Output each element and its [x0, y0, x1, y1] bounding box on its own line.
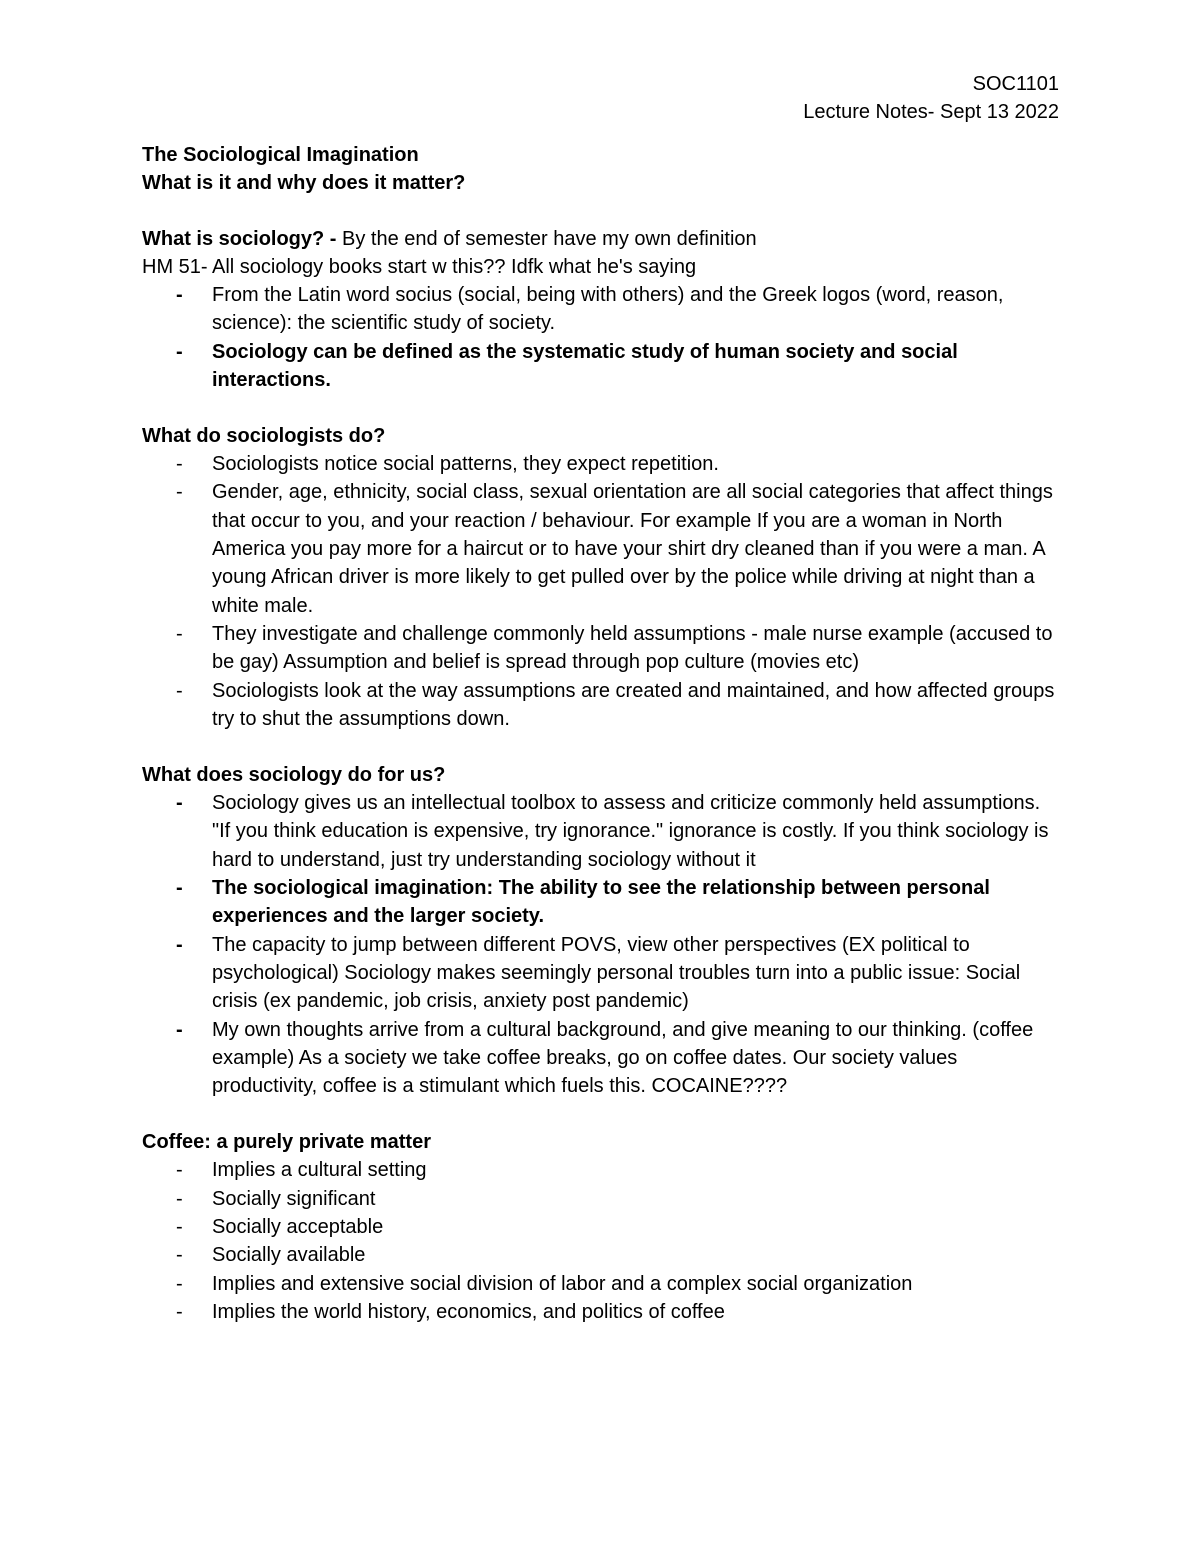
list-item-text: Sociology gives us an intellectual toolbox to assess and criticize commonly held assumptions. "If you think education is expensive, try ignorance." ignorance is costly. If you think sociology is hard to understand, just try understanding sociology without it: [212, 792, 1049, 871]
list-item-text: Gender, age, ethnicity, social class, sexual orientation are all social categories that affect things that occur to you, and your reaction / behaviour. For example If you are a woman in North America you pay more for a haircut or to have your shirt dry cleaned than if you were a man. A young African driver is more likely to get pulled over by the police while driving at night than a white male.: [212, 481, 1053, 617]
list-item-text: The capacity to jump between different POVS, view other perspectives (EX political to psychological) Sociology makes seemingly personal troubles turn into a public issue: Social crisis (ex pandemic, job crisis, anxiety post pandemic): [212, 933, 1021, 1013]
section-heading: What do sociologists do?: [142, 425, 386, 448]
dash-bullet: -: [176, 1300, 183, 1323]
list-item-text: Sociologists look at the way assumptions are created and maintained, and how affected groups try to shut the assumptions down.: [212, 679, 1055, 730]
list-item: [142, 1185, 1062, 1213]
dash-bullet: -: [176, 481, 183, 504]
dash-bullet: -: [176, 792, 183, 815]
bullet-list: [142, 450, 1062, 733]
dash-bullet: -: [176, 1244, 183, 1267]
list-item-text: Socially significant: [212, 1187, 376, 1210]
list-item-text: They investigate and challenge commonly held assumptions - male nurse example (accused to be gay) Assumption and belief is spread through pop culture (movies etc): [212, 622, 1053, 674]
document-title: The Sociological Imagination: [142, 144, 419, 166]
list-item: [142, 789, 1062, 874]
dash-bullet: -: [176, 284, 183, 306]
list-item-text: Socially available: [212, 1244, 366, 1267]
list-item: [142, 1241, 1062, 1269]
list-item-text: Implies the world history, economics, and politics of coffee: [212, 1300, 725, 1323]
section-heading-note: By the end of semester have my own definition: [336, 228, 757, 250]
dash-bullet: -: [176, 453, 183, 476]
section-heading: What does sociology do for us?: [142, 764, 446, 787]
list-item-text: Socially acceptable: [212, 1216, 384, 1239]
list-item-text: Sociology can be defined as the systematic study of human society and social interactions.: [212, 340, 958, 391]
list-item: [142, 874, 1062, 931]
lecture-date: Lecture Notes- Sept 13 2022: [803, 101, 1059, 123]
list-item-text: Implies and extensive social division of labor and a complex social organization: [212, 1272, 913, 1295]
list-item: [142, 1016, 1062, 1101]
list-item: [142, 1213, 1062, 1241]
list-item: [142, 450, 1062, 478]
dash-bullet: -: [176, 622, 183, 645]
dash-bullet: -: [176, 340, 183, 363]
list-item-text: From the Latin word socius (social, being with others) and the Greek logos (word, reason, science): the scientific study of society.: [212, 284, 1004, 335]
document-header: [803, 70, 1059, 126]
list-item-text: Implies a cultural setting: [212, 1159, 427, 1182]
list-item-text: The sociological imagination: The ability to see the relationship between personal experiences and the larger society.: [212, 877, 990, 928]
document-subtitle: What is it and why does it matter?: [142, 172, 466, 194]
list-item: [142, 281, 1062, 338]
list-item-text: My own thoughts arrive from a cultural background, and give meaning to our thinking. (coffee example) As a society we take coffee breaks, go on coffee dates. Our society values productivity, coffee is a stimulant which fuels this. COCAINE????: [212, 1018, 1034, 1098]
list-item: [142, 677, 1062, 734]
dash-bullet: -: [176, 1159, 183, 1182]
section-note: HM 51- All sociology books start w this?? Idfk what he's saying: [142, 256, 697, 278]
list-item: [142, 620, 1062, 677]
dash-bullet: -: [176, 1216, 183, 1239]
list-item: [142, 1156, 1062, 1184]
list-item: [142, 931, 1062, 1016]
bullet-list: [142, 281, 1062, 394]
list-item: [142, 338, 1062, 395]
dash-bullet: -: [176, 877, 183, 900]
list-item: [142, 478, 1062, 619]
list-item-text: Sociologists notice social patterns, they expect repetition.: [212, 453, 719, 476]
dash-bullet: -: [176, 933, 183, 956]
bullet-list: [142, 789, 1062, 1100]
dash-bullet: -: [176, 1272, 183, 1295]
list-item: [142, 1270, 1062, 1298]
section-what-is-sociology: [142, 225, 1062, 253]
dash-bullet: -: [176, 1018, 183, 1041]
course-code: SOC1101: [972, 73, 1059, 95]
list-item: [142, 1298, 1062, 1326]
bullet-list: [142, 1156, 1062, 1326]
dash-bullet: -: [176, 1187, 183, 1210]
document-body: [142, 141, 1062, 1326]
dash-bullet: -: [176, 679, 183, 702]
section-heading: Coffee: a purely private matter: [142, 1131, 431, 1154]
section-heading: What is sociology? -: [142, 228, 337, 250]
